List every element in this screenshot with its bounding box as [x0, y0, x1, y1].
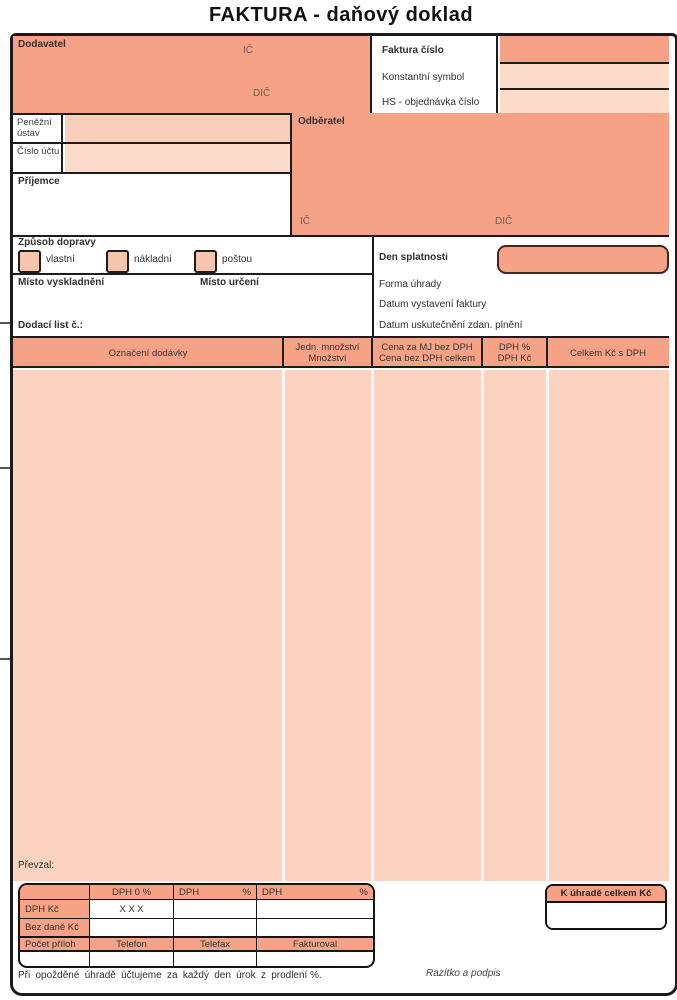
summary-row-base-label: Bez daně Kč [20, 919, 90, 937]
invoice-number-field[interactable] [500, 36, 669, 64]
due-date-field[interactable] [497, 245, 669, 274]
invoiced-by-label: Fakturoval [257, 937, 373, 952]
supplier-ic-label: IČ [243, 45, 253, 56]
items-body-area[interactable] [13, 370, 669, 881]
divider [371, 338, 373, 368]
stamp-signature-label: Razítko a podpis [426, 968, 501, 979]
phone-value[interactable] [90, 952, 174, 966]
total-due-label: K úhradě celkem Kč [547, 886, 665, 903]
late-fee-text: Při opožděné úhradě účtujeme za každý den úrok z prodlení [18, 970, 308, 981]
summary-header-dph2-pct: % [359, 886, 368, 898]
bank-institution-label-box [13, 115, 63, 142]
divider [546, 338, 548, 368]
items-col-vat-line1: DPH % [498, 342, 531, 353]
summary-header-dph1-pct: % [242, 886, 251, 898]
transport-own-label: vlastní [46, 254, 75, 265]
invoice-meta-labels-box [374, 36, 498, 113]
column-separator [282, 370, 285, 881]
summary-vat2-value[interactable] [257, 900, 373, 919]
account-number-label: Číslo účtu [17, 146, 60, 157]
left-margin-tick [0, 467, 10, 469]
invoiced-by-value[interactable] [257, 952, 373, 966]
bank-institution-label: Peněžní ústav [17, 117, 52, 139]
summary-header-dph2 [257, 885, 373, 900]
summary-corner-cell [20, 885, 90, 900]
items-col-price [372, 338, 482, 368]
summary-vat1-value[interactable] [174, 900, 257, 919]
taxable-date-label: Datum uskutečnění zdan. plnění [379, 320, 523, 331]
vat-summary-table [18, 883, 375, 968]
items-col-vat-line2: DPH Kč [497, 353, 532, 364]
invoice-number-label: Faktura číslo [382, 45, 444, 56]
customer-ic-label: IČ [300, 216, 310, 227]
column-separator [481, 370, 484, 881]
bank-institution-field[interactable] [65, 115, 290, 142]
column-separator [546, 370, 549, 881]
summary-base0-value[interactable] [90, 919, 174, 937]
due-date-label: Den splatnosti [379, 252, 448, 263]
issue-date-label: Datum vystavení faktury [379, 299, 487, 310]
transport-label: Způsob dopravy [18, 237, 96, 248]
column-separator [371, 370, 374, 881]
late-fee-percent: %. [310, 970, 322, 981]
account-number-label-box [13, 144, 63, 172]
fax-value[interactable] [174, 952, 257, 966]
left-margin-tick [0, 322, 10, 324]
fax-label: Telefax [174, 937, 257, 952]
divider [481, 338, 483, 368]
account-number-field[interactable] [65, 144, 290, 172]
page-title: FAKTURA - daňový doklad [208, 4, 474, 26]
summary-header-dph1-label: DPH [179, 886, 200, 898]
unload-place-label: Místo vyskladnění [18, 277, 105, 288]
transport-freight-label: nákladní [134, 254, 172, 265]
customer-dic-label: DIČ [495, 216, 513, 227]
recipient-label: Příjemce [18, 176, 60, 187]
attachments-label: Počet příloh [20, 937, 90, 952]
items-col-price-line1: Cena za MJ bez DPH [381, 342, 473, 353]
summary-vat0-value: X X X [90, 900, 174, 919]
received-by-label: Převzal: [18, 860, 55, 871]
transport-post-checkbox[interactable] [194, 250, 217, 273]
transport-post-label: poštou [222, 254, 253, 265]
supplier-dic-label: DIČ [253, 88, 271, 99]
supplier-label: Dodavatel [18, 39, 66, 50]
destination-place-label: Místo určení [200, 277, 259, 288]
items-col-quantity-line1: Jedn. množství [295, 342, 360, 353]
invoice-form [10, 33, 677, 996]
hs-order-label: HS - objednávka číslo [382, 97, 480, 108]
summary-base1-value[interactable] [174, 919, 257, 937]
items-col-vat [482, 338, 547, 368]
delivery-note-label: Dodací list č.: [18, 320, 84, 331]
summary-header-dph0: DPH 0 % [90, 885, 174, 900]
recipient-box[interactable] [13, 174, 290, 235]
divider [282, 338, 284, 368]
transport-freight-checkbox[interactable] [106, 250, 129, 273]
summary-header-dph2-label: DPH [262, 886, 283, 898]
items-col-quantity-line2: Množství [308, 353, 347, 364]
payment-form-label: Forma úhrady [379, 279, 442, 290]
constant-symbol-label: Konstantní symbol [382, 72, 465, 83]
supplier-box[interactable] [13, 36, 372, 113]
constant-symbol-field[interactable] [500, 64, 669, 90]
total-due-value-field[interactable] [547, 903, 665, 928]
items-col-quantity [283, 338, 372, 368]
left-margin-tick [0, 658, 10, 660]
total-due-box [545, 884, 667, 930]
items-col-price-line2: Cena bez DPH celkem [378, 353, 476, 364]
items-col-total: Celkem Kč s DPH [569, 347, 646, 359]
items-col-description: Označení dodávky [108, 347, 188, 359]
attachments-value[interactable] [20, 952, 90, 966]
divider [13, 273, 372, 275]
summary-header-dph1 [174, 885, 257, 900]
phone-label: Telefon [90, 937, 174, 952]
hs-order-field[interactable] [500, 90, 669, 113]
customer-box[interactable] [290, 113, 669, 237]
summary-base2-value[interactable] [257, 919, 373, 937]
customer-label: Odběratel [298, 116, 345, 127]
summary-row-vat-label: DPH Kč [20, 900, 90, 919]
divider [372, 237, 374, 336]
transport-own-checkbox[interactable] [18, 250, 41, 273]
